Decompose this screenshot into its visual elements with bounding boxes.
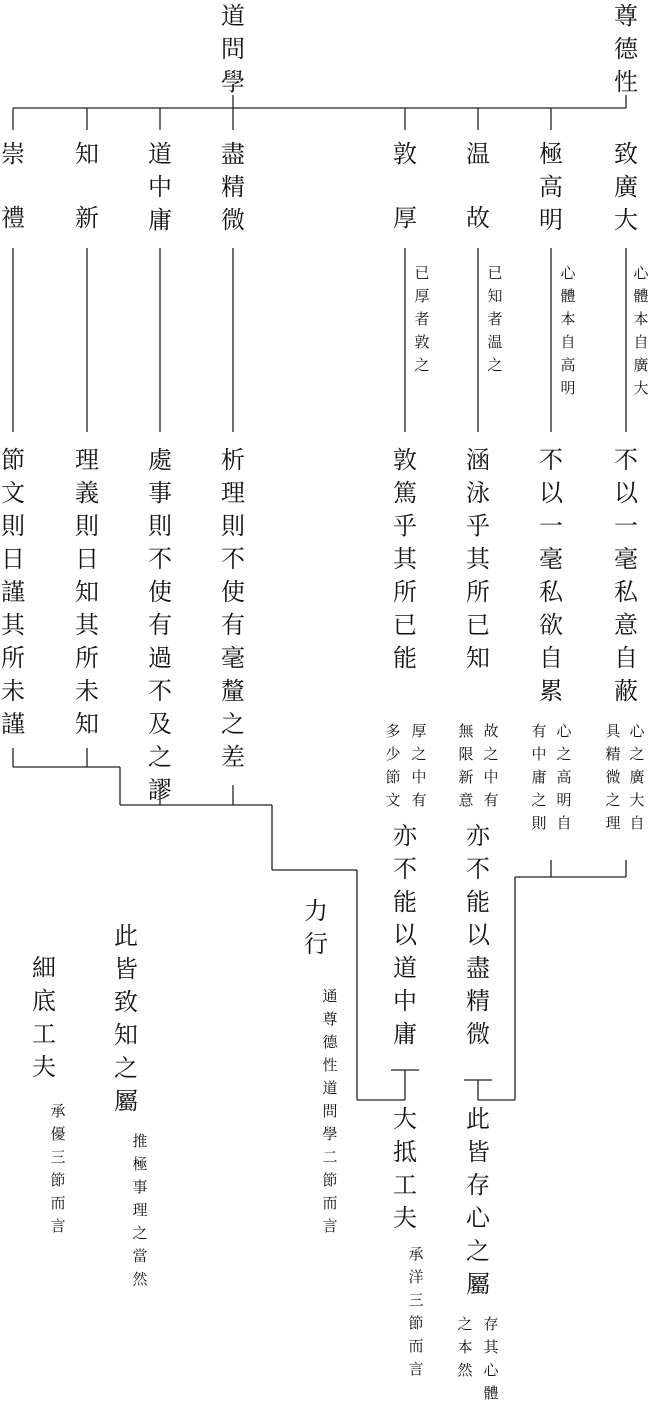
glyph: 之 [457,1315,473,1333]
zhi-xin [75,138,99,266]
glyph: 節 [322,1171,338,1189]
glyph: 限 [458,745,474,763]
glyph: 精 [605,745,621,763]
glyph: 體 [560,287,576,305]
glyph: 心 [483,1361,499,1379]
han-yong [466,444,490,675]
glyph: 温 [466,140,490,168]
glyph: 中 [411,768,427,786]
glyph: 謹 [1,710,25,738]
glyph: 敦 [393,140,417,168]
glyph: 厚 [393,204,417,232]
note-hou-zhi-zhong [411,720,426,812]
glyph: 蔽 [614,677,638,705]
glyph: 自 [539,644,563,672]
glyph: 私 [539,578,563,606]
glyph: 體 [633,287,649,305]
glyph: 庸 [531,768,547,786]
glyph: 明 [539,206,563,234]
glyph: 言 [50,1217,66,1235]
glyph: 道 [322,1079,338,1097]
glyph: 大 [633,379,649,397]
glyph: 毫 [221,644,245,672]
note-cheng-yang [408,1243,423,1381]
glyph: 庸 [393,1020,417,1048]
glyph: 有 [483,791,499,809]
glyph: 意 [614,611,638,639]
glyph: 亦 [393,822,417,850]
glyph: 道 [393,954,417,982]
glyph: 欲 [539,611,563,639]
glyph: 大 [629,791,645,809]
glyph: 道 [148,140,172,168]
bu-yi-lei [539,444,563,708]
glyph: 高 [539,173,563,201]
glyph: 知 [75,710,99,738]
glyph: 之 [221,710,245,738]
dun-du [393,444,417,675]
glyph: 夫 [32,1053,56,1081]
jie-wen [1,444,25,741]
glyph: 節 [50,1171,66,1189]
glyph: 能 [393,644,417,672]
glyph: 三 [408,1291,424,1309]
glyph: 通 [322,987,338,1005]
glyph: 理 [75,446,99,474]
glyph: 致 [114,988,138,1016]
glyph: 義 [75,479,99,507]
glyph: 理 [132,1201,148,1219]
glyph: 所 [466,578,490,606]
glyph: 知 [466,644,490,672]
note-cheng-you [50,1100,65,1238]
glyph: 以 [393,921,417,949]
glyph: 已 [393,611,417,639]
glyph: 以 [539,479,563,507]
glyph: 屬 [466,1270,490,1298]
glyph: 文 [1,479,25,507]
glyph: 已 [414,264,430,282]
glyph: 之 [629,745,645,763]
glyph: 及 [148,710,172,738]
dun-hou [393,138,417,266]
glyph: 工 [393,1171,417,1199]
bu-yi-bi [614,444,638,708]
glyph: 力 [304,897,328,925]
note-tong [322,985,337,1238]
glyph: 體 [483,1384,499,1402]
note-dun-zhi [414,262,429,377]
note-gao-ming-zi [556,720,571,835]
glyph: 廣 [614,173,638,201]
glyph: 其 [75,611,99,639]
note-wu-xian [458,720,473,812]
glyph: 性 [614,68,638,96]
glyph: 其 [466,545,490,573]
glyph: 高 [556,768,572,786]
glyph: 之 [487,356,503,374]
glyph: 之 [483,745,499,763]
glyph: 則 [1,512,25,540]
glyph: 節 [385,768,401,786]
glyph: 者 [414,310,430,328]
glyph: 不 [148,545,172,573]
ci-jie-zhi-zhi [114,920,138,1118]
glyph: 一 [539,512,563,540]
glyph: 盡 [466,954,490,982]
note-you-zhong-yong [531,720,546,835]
glyph: 知 [487,287,503,305]
glyph: 精 [466,987,490,1015]
glyph: 多 [385,722,401,740]
glyph: 少 [385,745,401,763]
glyph: 節 [1,446,25,474]
glyph: 夫 [393,1204,417,1232]
glyph: 然 [457,1361,473,1379]
glyph: 大 [393,1105,417,1133]
glyph: 不 [393,855,417,883]
glyph: 具 [605,722,621,740]
glyph: 理 [605,814,621,832]
glyph: 所 [75,644,99,672]
glyph: 自 [614,644,638,672]
glyph: 有 [148,611,172,639]
glyph: 底 [32,987,56,1015]
glyph: 者 [487,310,503,328]
glyph: 抵 [393,1138,417,1166]
glyph: 已 [466,611,490,639]
glyph: 之 [531,791,547,809]
ci-jie-cun-xin [466,1103,490,1301]
glyph: 此 [466,1105,490,1133]
glyph: 知 [114,1021,138,1049]
glyph: 有 [221,611,245,639]
glyph: 故 [466,204,490,232]
yi-bu-neng-jin [466,820,490,1051]
glyph: 自 [629,814,645,832]
glyph: 精 [221,173,245,201]
glyph: 篤 [393,479,417,507]
glyph: 優 [50,1125,66,1143]
glyph: 以 [466,921,490,949]
glyph: 中 [483,768,499,786]
glyph: 三 [50,1148,66,1166]
glyph: 行 [304,930,328,958]
glyph: 之 [414,356,430,374]
glyph: 敦 [414,333,430,351]
glyph: 自 [633,333,649,351]
glyph: 知 [75,140,99,168]
glyph: 之 [132,1224,148,1242]
glyph: 心 [466,1204,490,1232]
glyph: 不 [539,446,563,474]
glyph: 能 [466,888,490,916]
note-gao-ming [560,262,575,400]
glyph: 不 [614,446,638,474]
ji-gao-ming [539,138,563,237]
glyph: 能 [393,888,417,916]
glyph: 以 [614,479,638,507]
glyph: 然 [132,1270,148,1288]
note-guang-da [633,262,648,400]
glyph: 之 [411,745,427,763]
glyph: 尊 [614,2,638,30]
glyph: 微 [466,1020,490,1048]
note-wen-zhi [487,262,502,377]
glyph: 崇 [1,140,25,168]
glyph: 日 [1,545,25,573]
glyph: 盡 [221,140,245,168]
glyph: 德 [614,35,638,63]
glyph: 德 [322,1033,338,1051]
glyph: 其 [1,611,25,639]
glyph: 有 [531,722,547,740]
glyph: 屬 [114,1087,138,1115]
glyph: 本 [560,310,576,328]
glyph: 文 [385,791,401,809]
glyph: 知 [75,578,99,606]
glyph: 新 [75,204,99,232]
glyph: 之 [556,745,572,763]
glyph: 處 [148,446,172,474]
da-di-gong-fu [393,1103,417,1235]
glyph: 厚 [414,287,430,305]
glyph: 有 [411,791,427,809]
glyph: 道 [221,2,245,30]
dao-zhong-yong [148,138,172,237]
glyph: 工 [32,1020,56,1048]
glyph: 厚 [411,722,427,740]
glyph: 禮 [1,204,25,232]
glyph: 無 [458,722,474,740]
glyph: 泳 [466,479,490,507]
glyph: 庸 [148,206,172,234]
glyph: 二 [322,1148,338,1166]
glyph: 所 [393,578,417,606]
glyph: 事 [148,479,172,507]
glyph: 高 [560,356,576,374]
glyph: 乎 [466,512,490,540]
glyph: 差 [221,743,245,771]
glyph: 自 [556,814,572,832]
glyph: 性 [322,1056,338,1074]
li-yi [75,444,99,741]
glyph: 所 [1,644,25,672]
glyph: 釐 [221,677,245,705]
glyph: 本 [633,310,649,328]
glyph: 其 [393,545,417,573]
glyph: 心 [633,264,649,282]
zhi-guang-da [614,138,638,237]
glyph: 廣 [633,356,649,374]
li-xing [304,895,328,961]
xi-li [221,444,245,774]
glyph: 不 [466,855,490,883]
glyph: 而 [322,1194,338,1212]
glyph: 其 [483,1338,499,1356]
glyph: 存 [466,1171,490,1199]
glyph: 之 [114,1054,138,1082]
glyph: 大 [614,206,638,234]
glyph: 中 [148,173,172,201]
glyph: 涵 [466,446,490,474]
note-cun-qi [483,1313,498,1405]
glyph: 新 [458,768,474,786]
note-ju-jing-wei [605,720,620,835]
glyph: 極 [132,1155,148,1173]
glyph: 問 [221,35,245,63]
note-duo-shao [385,720,400,812]
glyph: 意 [458,791,474,809]
glyph: 而 [50,1194,66,1212]
glyph: 自 [560,333,576,351]
glyph: 事 [132,1178,148,1196]
glyph: 之 [466,1237,490,1265]
note-tui-ji [132,1130,147,1291]
glyph: 則 [221,512,245,540]
glyph: 承 [408,1245,424,1263]
glyph: 學 [322,1125,338,1143]
glyph: 之 [148,743,172,771]
glyph: 累 [539,677,563,705]
glyph: 未 [1,677,25,705]
glyph: 謬 [148,776,172,804]
wen-gu [466,138,490,266]
glyph: 微 [221,206,245,234]
chu-shi [148,444,172,807]
note-zhi-ben-ran [457,1313,472,1382]
glyph: 温 [487,333,503,351]
glyph: 敦 [393,446,417,474]
glyph: 承 [50,1102,66,1120]
jin-jing-wei [221,138,245,237]
glyph: 問 [322,1102,338,1120]
glyph: 推 [132,1132,148,1150]
note-guang-da-zi [629,720,644,835]
glyph: 本 [457,1338,473,1356]
glyph: 尊 [322,1010,338,1028]
glyph: 當 [132,1247,148,1265]
glyph: 節 [408,1314,424,1332]
glyph: 使 [221,578,245,606]
glyph: 心 [556,722,572,740]
glyph: 使 [148,578,172,606]
glyph: 言 [322,1217,338,1235]
glyph: 心 [560,264,576,282]
glyph: 毫 [539,545,563,573]
glyph: 理 [221,479,245,507]
glyph: 謹 [1,578,25,606]
glyph: 細 [32,954,56,982]
chong-li [1,138,25,266]
glyph: 則 [531,814,547,832]
glyph: 學 [221,68,245,96]
glyph: 則 [75,512,99,540]
glyph: 中 [531,745,547,763]
glyph: 之 [605,791,621,809]
glyph: 不 [221,545,245,573]
glyph: 一 [614,512,638,540]
glyph: 日 [75,545,99,573]
glyph: 言 [408,1360,424,1378]
glyph: 未 [75,677,99,705]
glyph: 則 [148,512,172,540]
glyph: 皆 [466,1138,490,1166]
glyph: 極 [539,140,563,168]
xi-di-gong-fu [32,952,56,1084]
glyph: 明 [560,379,576,397]
glyph: 已 [487,264,503,282]
glyph: 過 [148,644,172,672]
glyph: 此 [114,922,138,950]
glyph: 致 [614,140,638,168]
glyph: 微 [605,768,621,786]
glyph: 皆 [114,955,138,983]
glyph: 存 [483,1315,499,1333]
glyph: 廣 [629,768,645,786]
glyph: 亦 [466,822,490,850]
yi-bu-neng-dao [393,820,417,1051]
glyph: 析 [221,446,245,474]
glyph: 洋 [408,1268,424,1286]
glyph: 明 [556,791,572,809]
glyph: 而 [408,1337,424,1355]
glyph: 不 [148,677,172,705]
glyph: 毫 [614,545,638,573]
glyph: 故 [483,722,499,740]
glyph: 乎 [393,512,417,540]
glyph: 中 [393,987,417,1015]
head-daowenxue [221,0,245,99]
note-gu-zhi-zhong [483,720,498,812]
glyph: 私 [614,578,638,606]
head-zundexing [614,0,638,99]
glyph: 心 [629,722,645,740]
